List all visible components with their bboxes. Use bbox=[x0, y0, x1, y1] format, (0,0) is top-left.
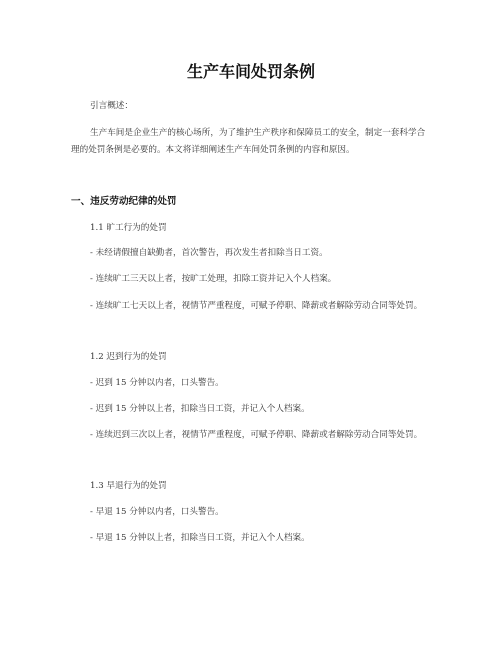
intro-label: 引言概述： bbox=[90, 101, 133, 111]
list-item: - 连续迟到三次以上者，视情节严重程度，可赋予停职、降薪或者解除劳动合同等处罚。 bbox=[90, 430, 423, 440]
subsection-title-1-2: 1.2 迟到行为的处罚 bbox=[90, 352, 167, 362]
list-item: - 未经请假擅自缺勤者，首次警告，再次发生者扣除当日工资。 bbox=[90, 248, 328, 258]
list-item: - 迟到 15 分钟以上者，扣除当日工资，并记入个人档案。 bbox=[90, 404, 310, 414]
subsection-title-1-3: 1.3 早退行为的处罚 bbox=[90, 481, 167, 491]
list-item: - 连续旷工三天以上者，按旷工处理，扣除工资并记入个人档案。 bbox=[90, 274, 337, 284]
list-item: - 迟到 15 分钟以内者，口头警告。 bbox=[90, 378, 224, 388]
section-heading-1: 一、违反劳动纪律的处罚 bbox=[71, 196, 177, 207]
intro-paragraph: 生产车间是企业生产的核心场所，为了维护生产秩序和保障员工的安全，制定一套科学合理的处罚条例是必要的。本文将详细阐述生产车间处罚条例的内容和原因。 bbox=[71, 128, 426, 155]
page-title: 生产车间处罚条例 bbox=[186, 62, 315, 81]
list-item: - 连续旷工七天以上者，视情节严重程度，可赋予停职、降薪或者解除劳动合同等处罚。 bbox=[90, 301, 423, 311]
list-item: - 早退 15 分钟以上者，扣除当日工资，并记入个人档案。 bbox=[90, 533, 310, 543]
subsection-title-1-1: 1.1 旷工行为的处罚 bbox=[90, 223, 167, 233]
list-item: - 早退 15 分钟以内者，口头警告。 bbox=[90, 507, 224, 517]
